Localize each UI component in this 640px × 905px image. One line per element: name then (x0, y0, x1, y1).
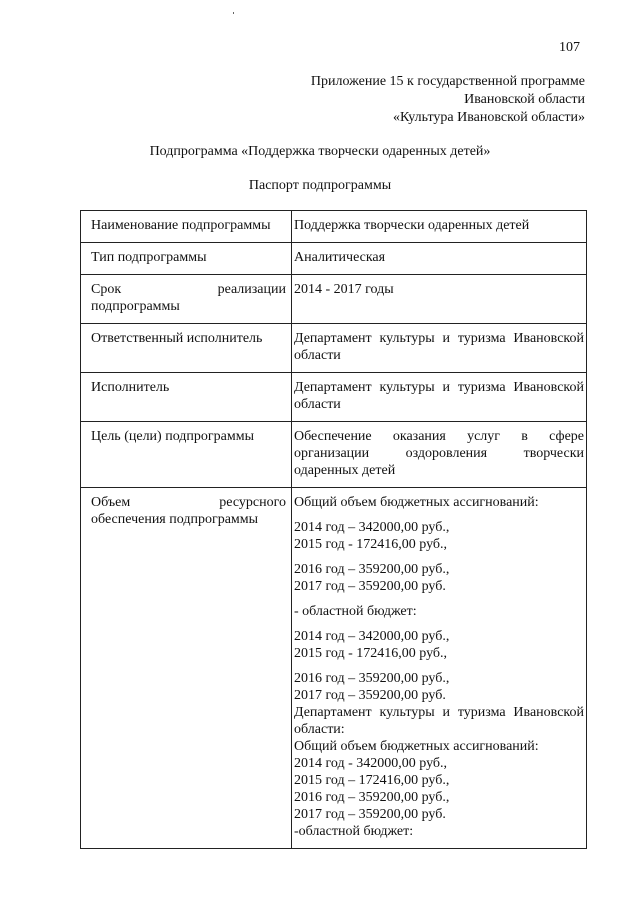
row-term-label-line2: подпрограммы (91, 299, 180, 314)
row-responsible-label: Ответственный исполнитель (81, 324, 292, 373)
row-funding-label-left: Объем (91, 495, 131, 510)
row-term (81, 275, 587, 324)
row-executor-label: Исполнитель (81, 373, 292, 422)
row-name-value: Поддержка творчески одаренных детей (292, 211, 587, 243)
row-funding (81, 488, 587, 849)
page-number: 107 (559, 40, 580, 55)
funding-line: области: (294, 722, 345, 737)
funding-line: Общий объем бюджетных ассигнований: (294, 739, 539, 754)
funding-line: Департамент культуры и туризма Ивановской (294, 705, 584, 720)
row-goal-value (292, 422, 587, 488)
row-executor-value (292, 373, 587, 422)
funding-line: 2016 год – 359200,00 руб., (294, 790, 450, 805)
appendix-line-1: Приложение 15 к государственной программе (310, 74, 585, 89)
scan-mark (233, 12, 234, 14)
row-type (81, 243, 587, 275)
row-goal (81, 422, 587, 488)
subprogram-title: Подпрограмма «Поддержка творчески одаренных детей» (149, 144, 491, 159)
funding-line: 2014 год - 342000,00 руб., (294, 756, 448, 771)
row-term-value: 2014 - 2017 годы (292, 275, 587, 324)
funding-line: 2014 год – 342000,00 руб., (294, 520, 450, 535)
funding-line: 2016 год – 359200,00 руб., (294, 671, 450, 686)
row-type-value: Аналитическая (292, 243, 587, 275)
row-name (81, 211, 587, 243)
row-responsible-value-text: Департамент культуры и туризма Ивановской области (294, 331, 584, 363)
row-responsible-value (292, 324, 587, 373)
row-type-label: Тип подпрограммы (81, 243, 292, 275)
appendix-line-2: Ивановской области (464, 92, 585, 107)
row-term-label-left: Срок (91, 282, 122, 297)
row-goal-line-3: одаренных детей (294, 463, 396, 478)
funding-line: 2016 год – 359200,00 руб., (294, 562, 450, 577)
row-goal-label: Цель (цели) подпрограммы (81, 422, 292, 488)
appendix-header (225, 73, 585, 127)
funding-line: - областной бюджет: (294, 604, 417, 619)
row-funding-label (81, 488, 292, 849)
row-name-label: Наименование подпрограммы (81, 211, 292, 243)
row-term-label-right: реализации (217, 282, 286, 297)
funding-line: 2014 год – 342000,00 руб., (294, 629, 450, 644)
funding-line: -областной бюджет: (294, 824, 414, 839)
row-term-label (81, 275, 292, 324)
funding-line: 2017 год – 359200,00 руб. (294, 579, 446, 594)
row-funding-label-right: ресурсного (219, 495, 286, 510)
appendix-line-3: «Культура Ивановской области» (392, 110, 585, 125)
row-funding-label-line2: обеспечения подпрограммы (91, 512, 259, 527)
row-goal-line-1: Обеспечение оказания услуг в сфере (294, 429, 584, 444)
row-executor (81, 373, 587, 422)
row-goal-line-2: организации оздоровления творчески (294, 446, 584, 461)
passport-title: Паспорт подпрограммы (248, 178, 392, 193)
funding-line: 2015 год – 172416,00 руб., (294, 773, 450, 788)
funding-line: 2017 год – 359200,00 руб. (294, 807, 446, 822)
passport-table (80, 210, 587, 849)
row-executor-value-text: Департамент культуры и туризма Ивановской области (294, 380, 584, 412)
funding-line: 2015 год - 172416,00 руб., (294, 537, 448, 552)
row-responsible (81, 324, 587, 373)
funding-line: 2015 год - 172416,00 руб., (294, 646, 448, 661)
funding-line: Общий объем бюджетных ассигнований: (294, 495, 539, 510)
funding-line: 2017 год – 359200,00 руб. (294, 688, 446, 703)
row-funding-value (292, 488, 587, 849)
